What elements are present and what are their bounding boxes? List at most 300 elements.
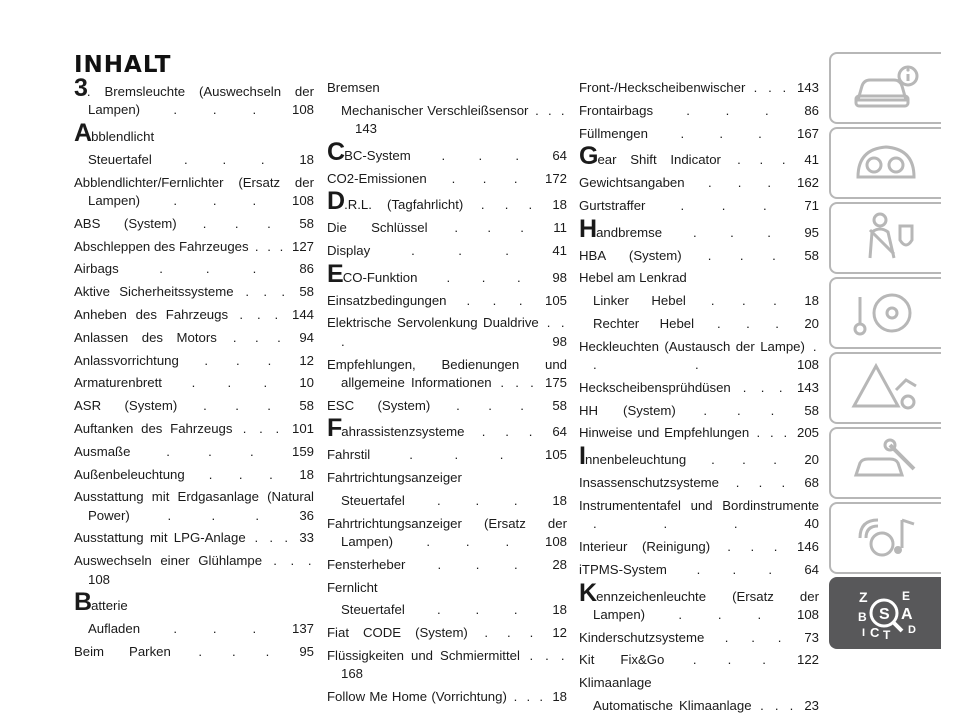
- index-entry[interactable]: [327, 79, 567, 97]
- page-number: 12: [552, 625, 567, 641]
- dot-leader: . . .: [118, 261, 300, 277]
- entry-label: Aufladen: [88, 621, 141, 637]
- dot-leader: . . .: [178, 352, 300, 368]
- page-number: 33: [299, 530, 314, 546]
- chapter-tab-start-drive[interactable]: [829, 277, 941, 349]
- entry-label: ESC (System): [327, 397, 431, 413]
- page-number: 18: [552, 689, 567, 705]
- dot-leader: . . .: [675, 402, 805, 418]
- entry-label: Steuertafel: [341, 492, 405, 508]
- entry-label: Fensterheber: [327, 556, 406, 572]
- entry-label: Fahrtrichtungsanzeiger: [327, 470, 462, 486]
- entry-label: Flüssigkeiten und Schmiermittel: [327, 647, 520, 663]
- index-entry[interactable]: [74, 620, 314, 638]
- index-entry[interactable]: [579, 497, 819, 534]
- entry-label: bblendlicht: [91, 129, 155, 145]
- entry-label: ennzeichenleuchte (Ersatz der Lampen): [593, 588, 819, 622]
- page-number: 108: [544, 533, 567, 549]
- index-entry[interactable]: [579, 474, 819, 492]
- entry-label: Instrumententafel und Bordinstrumente: [579, 497, 819, 513]
- entry-label: Hinweise und Empfehlungen: [579, 425, 750, 441]
- dot-leader: . . .: [593, 338, 820, 373]
- page-number: 108: [291, 192, 314, 208]
- dot-leader: . . .: [704, 629, 805, 645]
- entry-label: Auftanken des Fahrzeugs: [74, 420, 233, 436]
- warning-triangle-icon: [850, 360, 922, 416]
- entry-label: Außenbeleuchtung: [74, 466, 185, 482]
- chapter-tab-safety[interactable]: [829, 202, 941, 274]
- dot-leader: . . .: [130, 443, 292, 459]
- dot-leader: . . .: [370, 243, 553, 259]
- entry-label: Mechanischer Verschleißsensor: [341, 102, 529, 118]
- index-entry[interactable]: [74, 74, 314, 120]
- index-entry[interactable]: [579, 338, 819, 375]
- page-number: 11: [553, 220, 567, 236]
- entry-label: Interieur (Reinigung): [579, 538, 711, 554]
- index-entry[interactable]: [74, 488, 314, 525]
- index-entry[interactable]: [74, 552, 314, 589]
- index-entry[interactable]: [327, 469, 567, 487]
- chapter-tab-maintenance[interactable]: [829, 427, 941, 499]
- dot-leader: . . .: [176, 215, 300, 231]
- dashboard-icon: [850, 135, 922, 191]
- dot-leader: . . .: [491, 374, 545, 390]
- index-entry[interactable]: [327, 137, 567, 166]
- entry-label: Die Schlüssel: [327, 220, 428, 236]
- page-number: 175: [544, 374, 567, 390]
- entry-label: Empfehlungen, Bedienungen und allgemeine Informationen: [327, 356, 567, 390]
- page-number: 12: [299, 352, 314, 368]
- section-initial: E: [327, 259, 343, 288]
- index-column-1: [74, 74, 315, 666]
- page-number: 58: [299, 215, 314, 231]
- dot-leader: . . .: [393, 533, 545, 549]
- entry-label: Aktive Sicherheitssysteme: [74, 284, 234, 300]
- dot-leader: . . .: [653, 102, 805, 118]
- entry-label: Heckscheibensprühdüsen: [579, 379, 731, 395]
- index-entry[interactable]: [327, 242, 567, 260]
- page-number: 162: [796, 175, 819, 191]
- dot-leader: . . .: [684, 175, 797, 191]
- dot-leader: . . .: [694, 315, 805, 331]
- dot-leader: . . .: [745, 80, 797, 95]
- page-title: INHALT: [74, 52, 172, 78]
- index-entry[interactable]: [579, 79, 819, 97]
- index-entry[interactable]: [579, 197, 819, 215]
- index-letters-icon: [850, 585, 922, 641]
- entry-label: CO-Funktion: [342, 269, 418, 285]
- entry-label: Anlassvorrichtung: [74, 352, 179, 368]
- index-column-2: [327, 79, 567, 711]
- page-number: 18: [552, 492, 567, 508]
- index-entry[interactable]: [327, 292, 567, 310]
- page-number: 122: [796, 652, 819, 668]
- index-entry[interactable]: [74, 174, 314, 211]
- page-number: 68: [804, 475, 819, 491]
- entry-label: Einsatzbedingungen: [327, 292, 447, 308]
- index-letter: T: [883, 628, 891, 641]
- entry-label: Gurtstraffer: [579, 197, 646, 213]
- entry-label: Kit Fix&Go: [579, 652, 665, 668]
- entry-label: . Bremsleuchte (Auswechseln der Lampen): [86, 84, 314, 118]
- page-number: 64: [552, 147, 567, 163]
- entry-label: ABS (System): [74, 215, 177, 231]
- index-entry[interactable]: [327, 259, 567, 288]
- entry-label: Steuertafel: [88, 151, 152, 167]
- dot-leader: . . .: [686, 452, 805, 468]
- entry-label: .R.L. (Tagfahrlicht): [344, 197, 464, 213]
- steering-key-icon: [850, 285, 922, 341]
- index-entry[interactable]: [327, 170, 567, 188]
- page-number: 86: [299, 261, 314, 277]
- dot-leader: . . .: [427, 220, 554, 236]
- index-letter: B: [858, 610, 867, 624]
- page-number: 101: [291, 420, 314, 436]
- page-number: 168: [341, 666, 364, 682]
- dot-leader: . . .: [140, 621, 292, 637]
- index-entry[interactable]: [74, 352, 314, 370]
- dot-leader: . . .: [232, 420, 292, 436]
- entry-label: Ausmaße: [74, 443, 131, 459]
- page-number: 172: [544, 170, 567, 186]
- page-number: 73: [804, 629, 819, 645]
- entry-label: Heckleuchten (Austausch der Lampe): [579, 338, 805, 354]
- page-number: 41: [552, 243, 567, 259]
- chapter-tab-index[interactable]: [829, 577, 941, 649]
- page-number: 20: [804, 452, 819, 468]
- dot-leader: . . .: [730, 379, 797, 395]
- dot-leader: . . .: [248, 238, 292, 254]
- index-entry[interactable]: [327, 601, 567, 619]
- dot-leader: . . .: [528, 102, 568, 118]
- index-entry[interactable]: [74, 588, 314, 617]
- index-entry[interactable]: [74, 397, 314, 415]
- index-entry[interactable]: [579, 292, 819, 310]
- page-number: 18: [552, 197, 568, 213]
- page-number: 98: [552, 333, 567, 349]
- entry-label: Kinderschutzsysteme: [579, 629, 705, 645]
- entry-label: andbremse: [596, 224, 663, 240]
- dot-leader: . . .: [467, 625, 553, 641]
- index-entry[interactable]: [327, 688, 567, 706]
- page-number: 58: [299, 284, 314, 300]
- section-initial: G: [579, 142, 598, 171]
- section-initial: A: [74, 119, 92, 148]
- entry-label: Gewichtsangaben: [579, 175, 685, 191]
- entry-label: ASR (System): [74, 398, 178, 414]
- index-entry[interactable]: [74, 443, 314, 461]
- index-letter-s: S: [879, 606, 890, 623]
- page-number: 95: [804, 224, 819, 240]
- entry-label: Ausstattung mit Erdgasanlage (Natural Power): [74, 489, 314, 523]
- entry-label: ear Shift Indicator: [597, 152, 721, 168]
- dot-leader: . . .: [129, 507, 300, 523]
- page-number: 18: [299, 466, 314, 482]
- page-number: 167: [796, 125, 819, 141]
- dot-leader: . . .: [664, 652, 797, 668]
- index-entry[interactable]: [327, 515, 567, 552]
- dot-leader: . . .: [751, 698, 805, 714]
- dot-leader: . . .: [417, 269, 553, 285]
- chapter-tab-multimedia[interactable]: [829, 502, 941, 574]
- entry-label: Anheben des Fahrzeugs: [74, 306, 229, 322]
- page-number: 98: [552, 269, 567, 285]
- index-entry[interactable]: [327, 446, 567, 464]
- index-entry[interactable]: [327, 414, 567, 443]
- page-number: 108: [796, 606, 819, 622]
- index-entry[interactable]: [579, 442, 819, 471]
- index-entry[interactable]: [579, 538, 819, 556]
- entry-label: HBA (System): [579, 247, 682, 263]
- page-number: 144: [291, 306, 314, 322]
- index-entry[interactable]: [327, 356, 567, 393]
- entry-label: atterie: [91, 598, 128, 614]
- entry-label: Bremsen: [327, 80, 380, 95]
- page-number: 94: [299, 329, 314, 345]
- index-entry[interactable]: [327, 314, 567, 351]
- dot-leader: . . .: [404, 602, 553, 618]
- entry-label: nnenbeleuchtung: [584, 452, 687, 468]
- dot-leader: . . .: [216, 329, 300, 345]
- entry-label: Abblendlichter/Fernlichter (Ersatz der Lampen): [74, 174, 314, 208]
- entry-label: Anlassen des Motors: [74, 329, 217, 345]
- dot-leader: . . .: [645, 197, 805, 213]
- index-entry[interactable]: [579, 174, 819, 192]
- index-entry[interactable]: [74, 643, 314, 661]
- page-number: 41: [804, 152, 819, 168]
- page-number: 95: [299, 643, 314, 659]
- index-entry[interactable]: [74, 306, 314, 324]
- index-letter: Z: [859, 589, 868, 605]
- index-entry[interactable]: [579, 142, 819, 171]
- index-entry[interactable]: [579, 315, 819, 333]
- entry-label: Automatische Klimaanlage: [593, 698, 752, 714]
- page-number: 18: [804, 293, 819, 309]
- page-number: 64: [804, 561, 819, 577]
- dot-leader: . . .: [666, 561, 805, 577]
- dot-leader: . . .: [519, 647, 567, 663]
- dot-leader: . . .: [749, 425, 797, 441]
- entry-label: Ausstattung mit LPG-Anlage: [74, 530, 246, 546]
- section-initial: C: [327, 137, 345, 166]
- index-entry[interactable]: [74, 260, 314, 278]
- entry-label: Rechter Hebel: [593, 315, 695, 331]
- dot-leader: . . .: [177, 398, 300, 414]
- dot-leader: . . .: [184, 466, 300, 482]
- dot-leader: . . .: [370, 447, 545, 463]
- index-entry[interactable]: [579, 561, 819, 579]
- page-number: 146: [796, 538, 819, 554]
- page-number: 23: [804, 698, 819, 714]
- entry-label: Front-/Heckscheibenwischer: [579, 80, 746, 95]
- entry-label: Füllmengen: [579, 125, 648, 141]
- index-entry[interactable]: [327, 579, 567, 597]
- index-entry[interactable]: [327, 647, 567, 684]
- dot-leader: . . .: [426, 170, 545, 186]
- page-number: 58: [552, 397, 567, 413]
- page-number: 105: [544, 292, 567, 308]
- index-entry[interactable]: [327, 219, 567, 237]
- index-letter: D: [908, 624, 916, 636]
- dot-leader: . . .: [446, 292, 545, 308]
- dot-leader: . . .: [151, 151, 300, 167]
- entry-label: Display: [327, 243, 371, 259]
- index-letter: I: [862, 627, 866, 639]
- index-entry[interactable]: [327, 492, 567, 510]
- dot-leader: . . .: [681, 247, 805, 263]
- page-number: 58: [299, 398, 314, 414]
- dot-leader: . . .: [245, 530, 300, 546]
- dot-leader: . . .: [662, 224, 805, 240]
- page-number: 40: [804, 516, 819, 532]
- index-entry[interactable]: [327, 624, 567, 642]
- page-number: 58: [804, 247, 819, 263]
- index-column-3: [579, 79, 819, 720]
- entry-label: Klimaanlage: [579, 675, 652, 691]
- index-letter: E: [902, 589, 911, 603]
- dot-leader: . . .: [405, 556, 553, 572]
- index-entry[interactable]: [74, 215, 314, 233]
- page-number: 108: [88, 571, 111, 587]
- page-number: 143: [796, 80, 819, 95]
- index-entry[interactable]: [74, 119, 314, 148]
- entry-label: HH (System): [579, 402, 676, 418]
- dot-leader: . . .: [341, 315, 567, 349]
- dot-leader: . . .: [161, 375, 300, 391]
- section-initial: F: [327, 414, 342, 443]
- page-number: 36: [299, 507, 314, 523]
- dot-leader: . . .: [464, 424, 553, 440]
- page-number: 28: [552, 556, 567, 572]
- index-entry[interactable]: [74, 466, 314, 484]
- chapter-tab-car-info[interactable]: [829, 52, 941, 124]
- page-number: 127: [292, 238, 315, 254]
- entry-label: Abschleppen des Fahrzeuges: [74, 238, 249, 254]
- entry-label: Steuertafel: [341, 602, 405, 618]
- index-entry[interactable]: [579, 424, 819, 442]
- safety-belt-icon: [850, 210, 922, 266]
- section-initial: H: [579, 214, 597, 243]
- dot-leader: . . .: [685, 293, 805, 309]
- entry-label: Fahrstil: [327, 447, 371, 463]
- page-number: 105: [544, 447, 567, 463]
- entry-label: Hebel am Lenkrad: [579, 270, 687, 286]
- section-initial: B: [74, 588, 92, 617]
- entry-label: Armaturenbrett: [74, 375, 162, 391]
- page-number: 159: [291, 443, 314, 459]
- entry-label: Beim Parken: [74, 643, 171, 659]
- index-entry[interactable]: [327, 187, 568, 216]
- index-entry[interactable]: [327, 102, 567, 139]
- page-number: 18: [299, 151, 314, 167]
- dot-leader: . . .: [140, 192, 292, 208]
- index-entry[interactable]: [579, 125, 819, 143]
- entry-label: CO2-Emissionen: [327, 170, 427, 186]
- dot-leader: . . .: [228, 306, 292, 322]
- section-initial: 3: [74, 74, 87, 102]
- index-entry[interactable]: [327, 397, 567, 415]
- index-entry[interactable]: [579, 674, 819, 692]
- entry-label: iTPMS-System: [579, 561, 667, 577]
- index-letter: A: [901, 606, 913, 623]
- entry-label: Fernlicht: [327, 579, 378, 595]
- page-number: 20: [804, 315, 819, 331]
- index-entry[interactable]: [579, 578, 819, 625]
- section-initial: K: [579, 578, 597, 607]
- page-number: 205: [796, 425, 819, 441]
- index-entry[interactable]: [579, 651, 819, 669]
- page-number: 18: [552, 602, 567, 618]
- page-number: 143: [796, 379, 819, 395]
- page-number: 71: [804, 197, 819, 213]
- dot-leader: . . .: [720, 152, 805, 168]
- car-wrench-icon: [850, 435, 922, 491]
- car-info-icon: [850, 60, 922, 116]
- page-number: 86: [804, 102, 819, 118]
- dot-leader: . . .: [262, 553, 314, 569]
- index-entry[interactable]: [74, 238, 314, 256]
- entry-label: Auswechseln einer Glühlampe: [74, 553, 263, 569]
- index-entry[interactable]: [74, 151, 314, 169]
- index-entry[interactable]: [74, 283, 314, 301]
- index-entry[interactable]: [74, 420, 314, 438]
- index-entry[interactable]: [579, 269, 819, 287]
- index-entry[interactable]: [74, 529, 314, 547]
- page-number: 10: [299, 375, 314, 391]
- dot-leader: . . .: [170, 643, 300, 659]
- index-letter: C: [870, 625, 880, 640]
- entry-label: ahrassistenzsysteme: [341, 424, 465, 440]
- index-entry[interactable]: [579, 379, 819, 397]
- entry-label: Fahrtrichtungsanzeiger (Ersatz der Lampen): [327, 515, 567, 549]
- index-entry[interactable]: [579, 402, 819, 420]
- entry-label: BC-System: [344, 147, 411, 163]
- dot-leader: . . .: [233, 284, 300, 300]
- dot-leader: . . .: [410, 147, 553, 163]
- entry-label: Follow Me Home (Vorrichtung): [327, 689, 507, 705]
- page-number: 64: [552, 424, 567, 440]
- page-number: 58: [804, 402, 819, 418]
- page-number: 108: [796, 357, 819, 373]
- entry-label: Linker Hebel: [593, 293, 686, 309]
- index-entry[interactable]: [327, 556, 567, 574]
- dot-leader: . . .: [140, 102, 292, 118]
- media-settings-icon: [850, 510, 922, 566]
- chapter-tab-emergency[interactable]: [829, 352, 941, 424]
- index-entry[interactable]: [579, 697, 819, 715]
- index-entry[interactable]: [579, 629, 819, 647]
- dot-leader: . . .: [719, 475, 805, 491]
- chapter-tab-dashboard[interactable]: [829, 127, 941, 199]
- page-number: 137: [291, 621, 314, 637]
- section-initial: D: [327, 187, 345, 216]
- dot-leader: . . .: [430, 397, 553, 413]
- entry-label: Insassenschutzsysteme: [579, 475, 719, 491]
- index-entry[interactable]: [579, 214, 819, 243]
- dot-leader: . . .: [645, 606, 797, 622]
- index-entry[interactable]: [74, 329, 314, 347]
- dot-leader: . . .: [404, 492, 553, 508]
- entry-label: Frontairbags: [579, 102, 654, 118]
- dot-leader: . . .: [463, 197, 553, 213]
- index-entry[interactable]: [579, 102, 819, 120]
- index-entry[interactable]: [74, 374, 314, 392]
- entry-label: Airbags: [74, 261, 119, 277]
- dot-leader: . . .: [647, 125, 797, 141]
- index-entry[interactable]: [579, 247, 819, 265]
- page-number: 143: [355, 121, 378, 137]
- chapter-tab-bar: [829, 52, 941, 652]
